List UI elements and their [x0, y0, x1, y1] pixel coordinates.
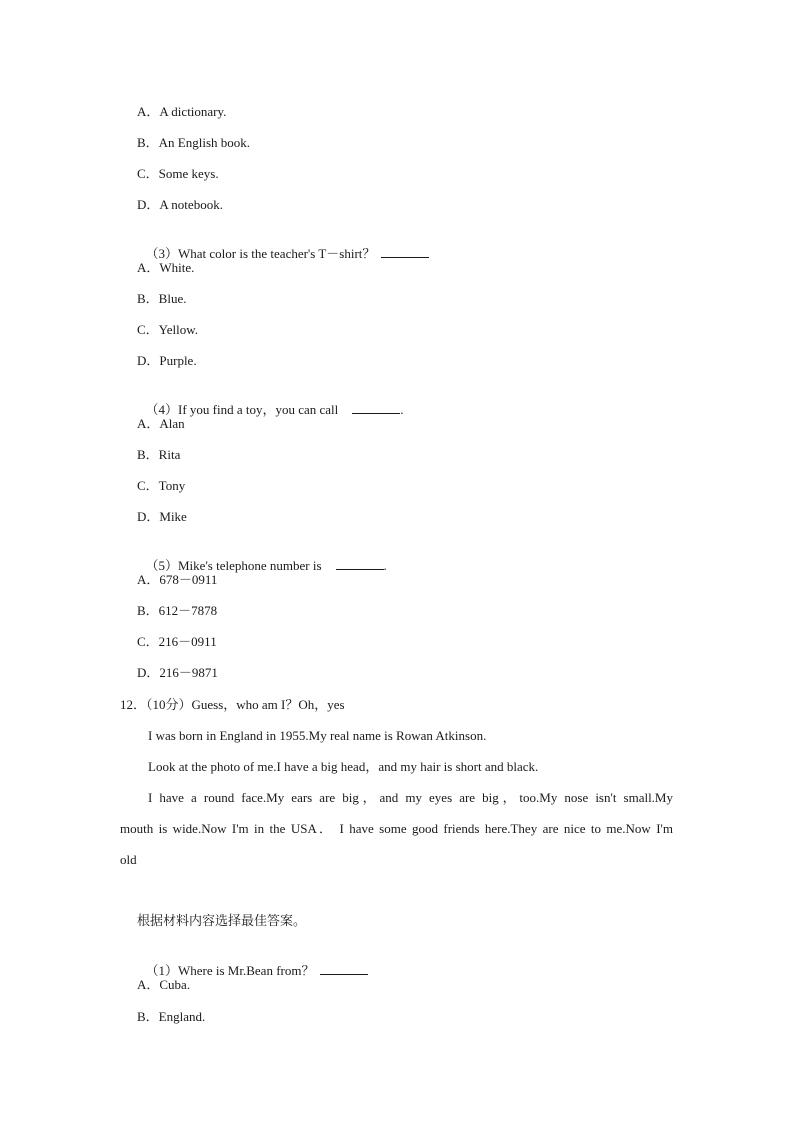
answer-blank — [320, 962, 368, 975]
passage-paragraph-2: Look at the photo of me.I have a big head，and my hair is short and black. — [148, 759, 539, 774]
option-c: C．Yellow. — [137, 322, 199, 337]
option-b: B．An English book. — [137, 135, 251, 150]
passage-paragraph-3-line-1: I have a round face.My ears are big，and my eyes are big，too.My nose isn't small.My — [148, 790, 673, 805]
passage-paragraph-1: I was born in England in 1955.My real name is Rowan Atkinson. — [148, 728, 487, 743]
option-c: C．Some keys. — [137, 166, 219, 181]
question-5 — [139, 541, 387, 574]
question-4-end: . — [400, 402, 404, 417]
option-d: D．A notebook. — [137, 197, 223, 212]
option-a: A．Cuba. — [137, 977, 191, 992]
question-4 — [139, 385, 404, 418]
question-3-text: （3）What color is the teacher's T－shirt？ — [145, 246, 376, 261]
instruction: 根据材料内容选择最佳答案。 — [137, 914, 307, 929]
option-a: A．A dictionary. — [137, 104, 227, 119]
option-a: A．678－0911 — [137, 572, 218, 587]
option-c: C．216－0911 — [137, 634, 217, 649]
sub-question-1 — [139, 946, 368, 979]
option-c: C．Tony — [137, 478, 186, 493]
question-3 — [139, 229, 429, 262]
option-b: B．Blue. — [137, 291, 187, 306]
option-a: A．White. — [137, 260, 195, 275]
answer-blank — [352, 401, 400, 414]
question-4-text: （4）If you find a toy，you can call — [145, 402, 339, 417]
option-b: B．612－7878 — [137, 603, 218, 618]
answer-blank — [381, 245, 429, 258]
sub-question-1-text: （1）Where is Mr.Bean from？ — [145, 963, 315, 978]
passage-paragraph-3-line-3: old — [120, 852, 137, 867]
option-b: B．Rita — [137, 447, 181, 462]
question-5-end: . — [383, 558, 387, 573]
question-12-header: 12．（10分）Guess，who am I？Oh，yes — [120, 697, 345, 712]
question-5-text: （5）Mike's telephone number is — [145, 558, 322, 573]
option-a: A．Alan — [137, 416, 185, 431]
option-b: B．England. — [137, 1009, 206, 1024]
option-d: D．Purple. — [137, 353, 197, 368]
passage-paragraph-3-line-2: mouth is wide.Now I'm in the USA． I have some good friends here.They are nice to me.Now I'm — [120, 821, 673, 836]
option-d: D．216－9871 — [137, 665, 218, 680]
option-d: D．Mike — [137, 509, 187, 524]
answer-blank — [336, 557, 384, 570]
